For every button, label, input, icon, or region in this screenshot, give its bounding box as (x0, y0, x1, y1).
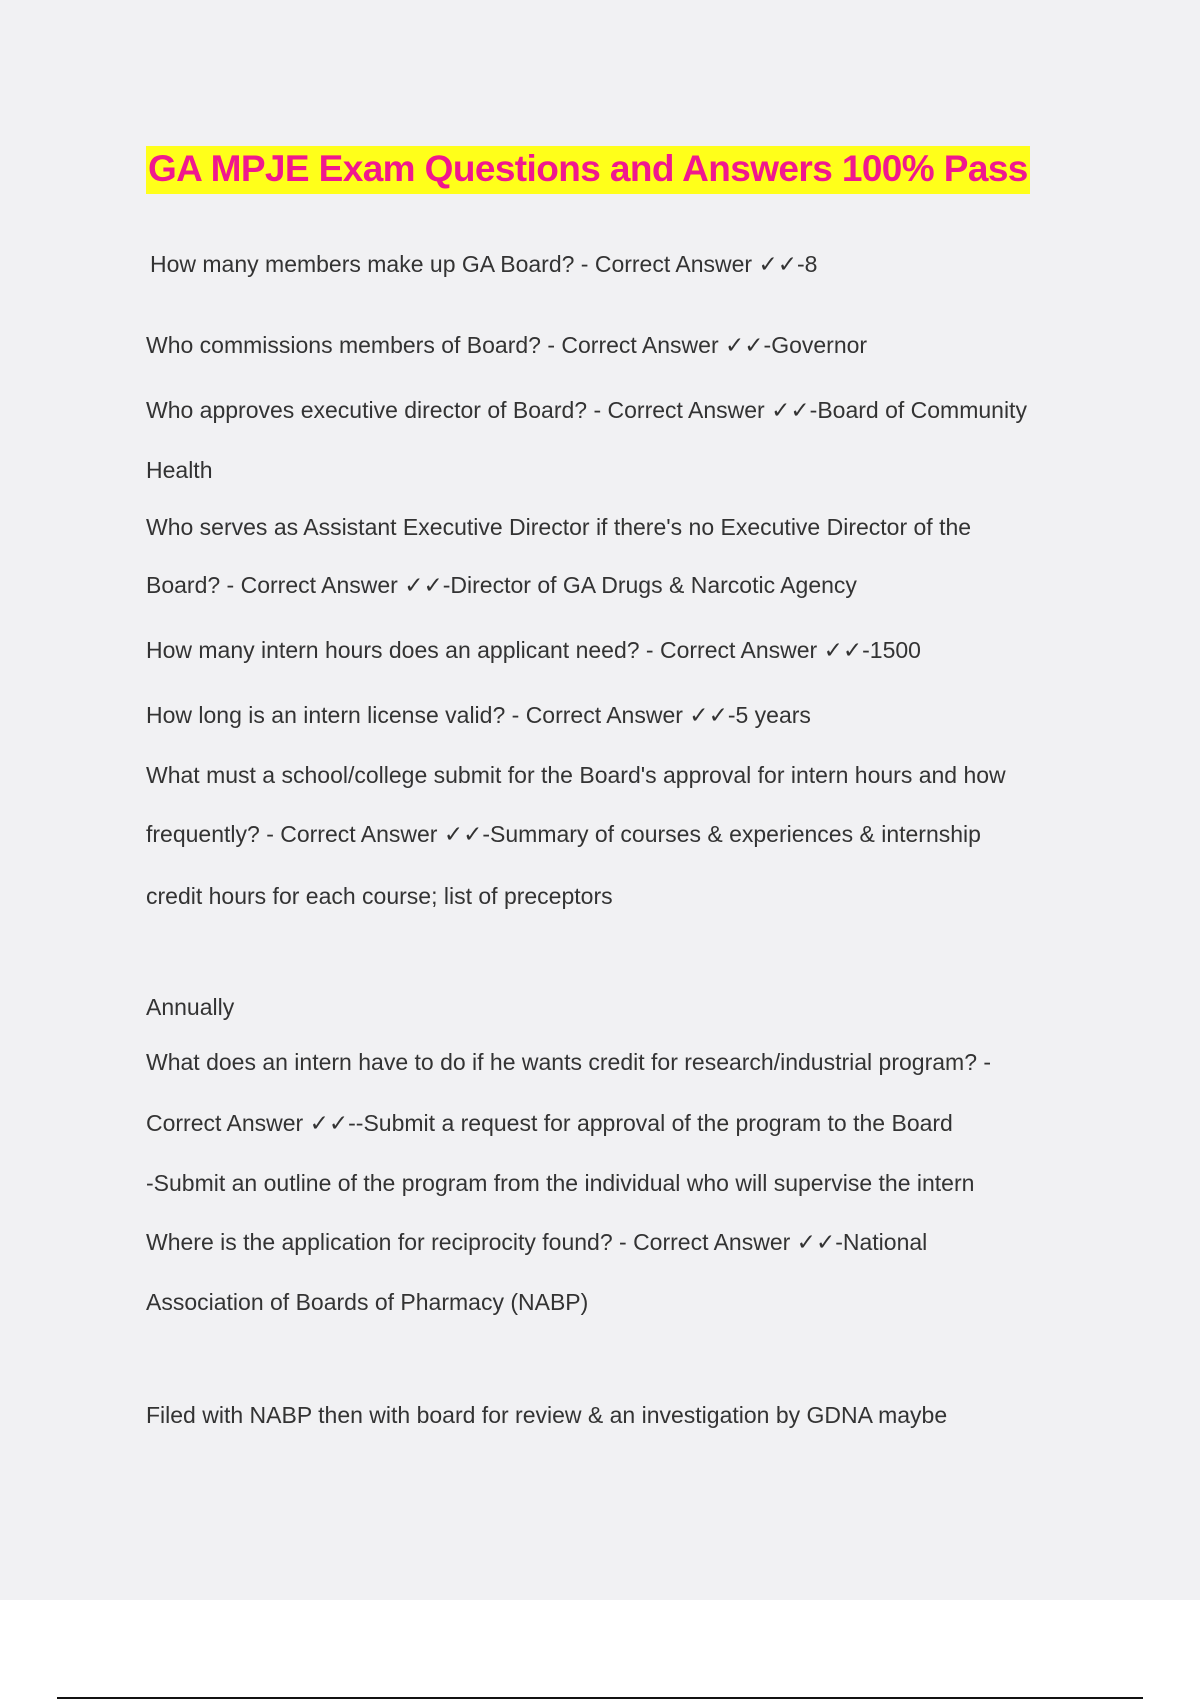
qa-line-7: How many intern hours does an applicant need? - Correct Answer ✓✓-1500 (146, 637, 921, 663)
qa-line-18: Filed with NABP then with board for review & an investigation by GDNA maybe (146, 1402, 948, 1428)
qa-line-16: Where is the application for reciprocity found? - Correct Answer ✓✓-National (146, 1229, 928, 1255)
document-title: GA MPJE Exam Questions and Answers 100% Pass (146, 146, 1030, 194)
qa-line-1: How many members make up GA Board? - Correct Answer ✓✓-8 (150, 251, 818, 277)
qa-line-10: frequently? - Correct Answer ✓✓-Summary of courses & experiences & internship (146, 821, 981, 847)
qa-line-11: credit hours for each course; list of preceptors (146, 883, 613, 909)
qa-line-12: Annually (146, 994, 235, 1020)
qa-line-6: Board? - Correct Answer ✓✓-Director of GA Drugs & Narcotic Agency (146, 572, 857, 598)
qa-line-4: Health (146, 457, 213, 483)
qa-line-15: -Submit an outline of the program from the individual who will supervise the intern (146, 1170, 975, 1196)
qa-line-17: Association of Boards of Pharmacy (NABP) (146, 1289, 589, 1315)
footer-divider (57, 1697, 1143, 1699)
qa-line-14: Correct Answer ✓✓--Submit a request for approval of the program to the Board (146, 1110, 953, 1136)
qa-line-8: How long is an intern license valid? - Correct Answer ✓✓-5 years (146, 702, 811, 728)
qa-line-3: Who approves executive director of Board? - Correct Answer ✓✓-Board of Community (146, 397, 1027, 423)
qa-line-5: Who serves as Assistant Executive Director if there's no Executive Director of the (146, 514, 972, 540)
qa-line-9: What must a school/college submit for the Board's approval for intern hours and how (146, 762, 1006, 788)
qa-line-13: What does an intern have to do if he wants credit for research/industrial program? - (146, 1049, 992, 1075)
qa-line-2: Who commissions members of Board? - Correct Answer ✓✓-Governor (146, 332, 868, 358)
